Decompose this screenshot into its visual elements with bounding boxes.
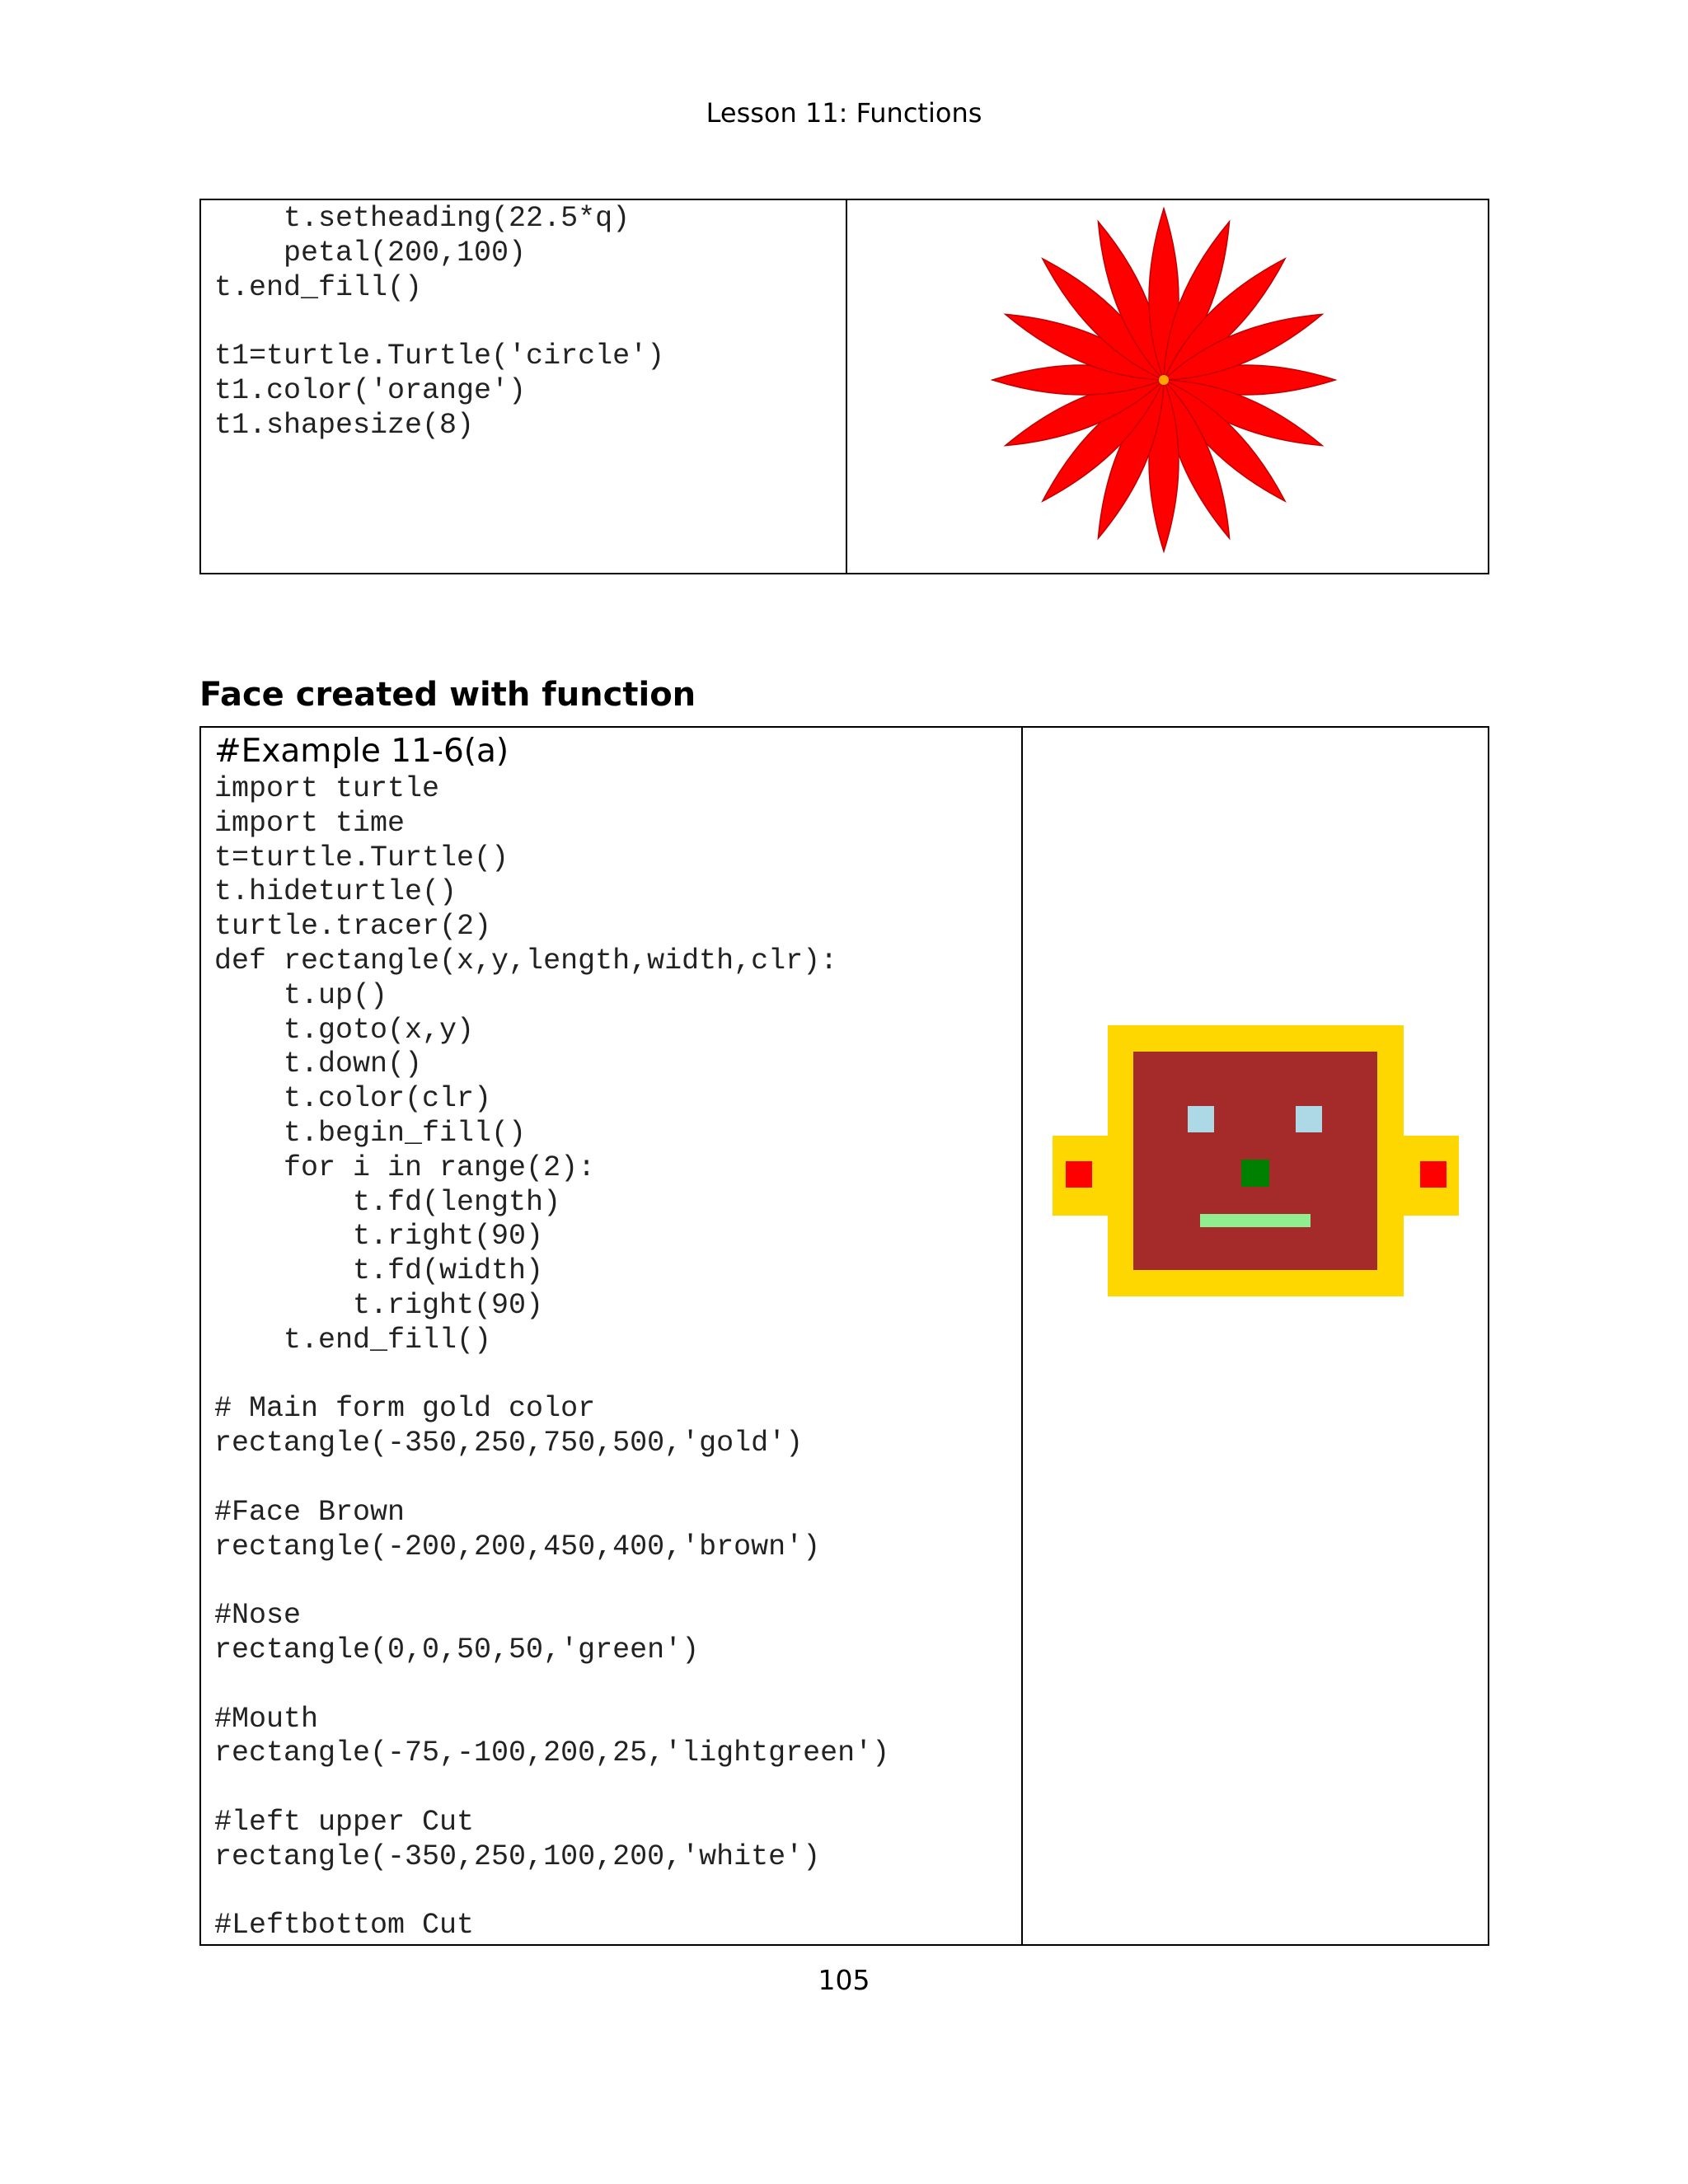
green-nose — [1241, 1160, 1269, 1187]
code-block: t.setheading(22.5*q) petal(200,100) t.end_fill() t1=turtle.Turtle('circle') t1.color('orange') t1.shapesize(8) — [214, 202, 665, 442]
lightgreen-mouth — [1200, 1214, 1311, 1227]
face-figure — [1023, 728, 1489, 1944]
output-cell — [846, 199, 1489, 574]
right-ear-red — [1420, 1161, 1447, 1188]
code-output-table-1 — [199, 199, 1489, 574]
page-number: 105 — [818, 1964, 870, 1996]
output-cell — [1022, 727, 1489, 1945]
left-ear-red — [1066, 1161, 1092, 1188]
section-heading: Face created with function — [199, 676, 696, 714]
left-eye — [1188, 1106, 1214, 1132]
example-title: #Example 11-6(a) — [214, 733, 509, 770]
code-cell — [200, 199, 846, 574]
code-block: import turtle import time t=turtle.Turtle() t.hideturtle() turtle.tracer(2) def rectangle(x,y,length,width,clr): t.up() t.goto(x,y) t.down() t.color(clr) t.begin_fill() for i in range(2): t.fd(length) t.right(90) t.fd(width) t.right(90) t.end_fill() # Main form gold color rectangle(-350,250,750,500,'gold') #Face Brown rectangle(-200,200,450,400,'brown') #Nose rectangle(0,0,50,50,'green') #Mouth rectangle(-75,-100,200,25,'lightgreen') #left upper Cut rectangle(-350,250,100,200,'white') #Leftbottom Cut — [214, 772, 890, 1943]
page-header: Lesson 11: Functions — [706, 97, 982, 129]
code-output-table-2 — [199, 726, 1489, 1946]
flower-center-dot — [1159, 375, 1169, 385]
flower-figure — [847, 200, 1489, 573]
code-cell — [200, 727, 1022, 1945]
right-eye — [1296, 1106, 1322, 1132]
